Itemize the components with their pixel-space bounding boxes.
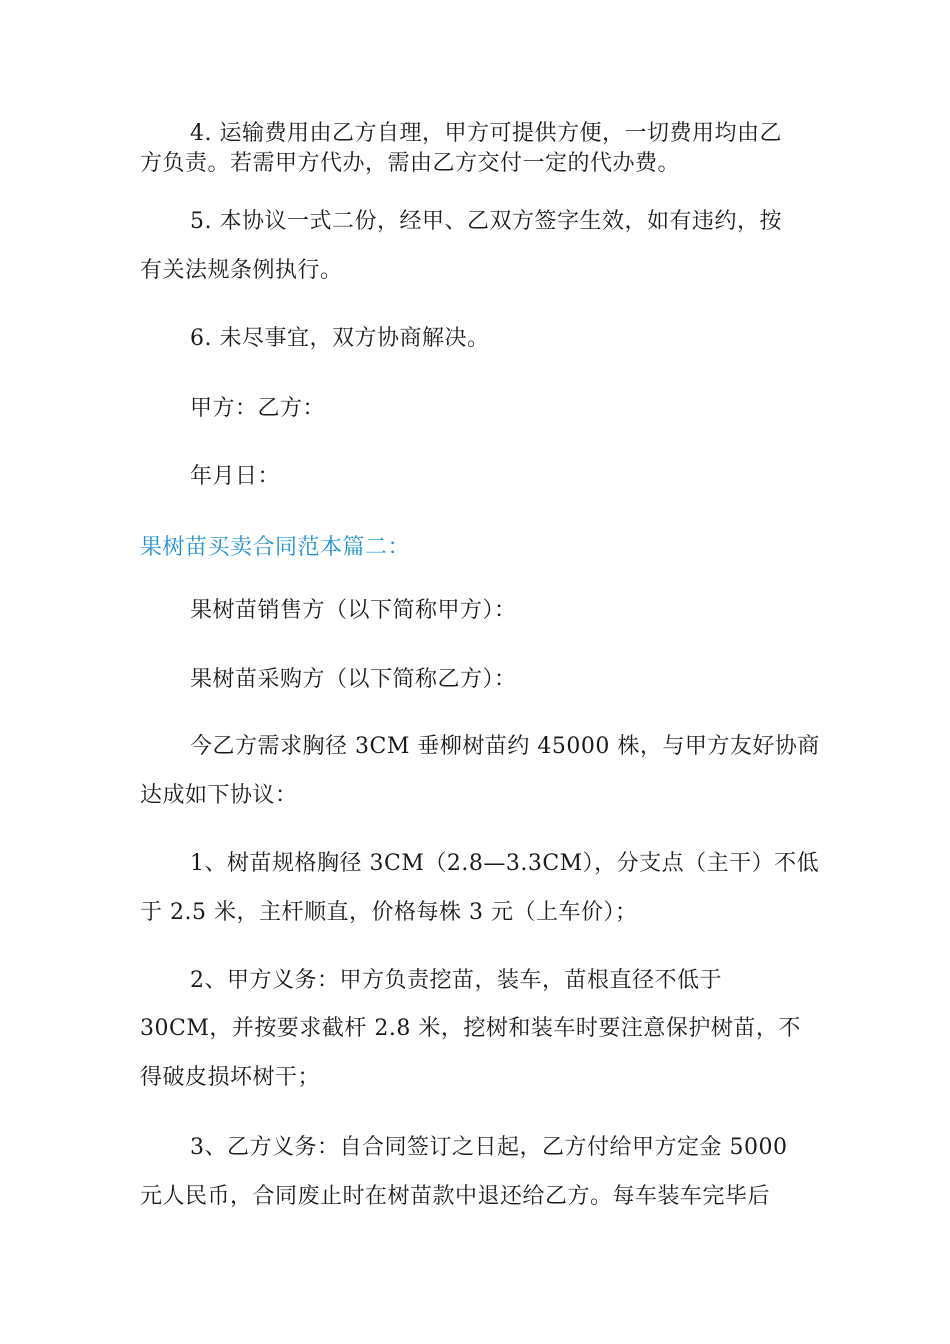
item-3-line-2: 元人民币，合同废止时在树苗款中退还给乙方。每车装车完毕后 — [140, 1184, 771, 1209]
item-3-line-1: 3、乙方义务：自合同签订之日起，乙方付给甲方定金 5000 — [190, 1135, 788, 1160]
intro-line-2: 达成如下协议： — [140, 783, 298, 808]
buyer-line: 果树苗采购方（以下简称乙方）： — [190, 667, 517, 692]
intro-line-1: 今乙方需求胸径 3CM 垂柳树苗约 45000 株，与甲方友好协商 — [190, 734, 820, 759]
clause-5-line-1: 5. 本协议一式二份，经甲、乙双方签字生效，如有违约，按 — [190, 209, 782, 234]
parties-signature-line: 甲方：乙方： — [190, 396, 326, 421]
date-line: 年月日： — [190, 464, 281, 489]
section-heading: 果树苗买卖合同范本篇二： — [140, 535, 411, 560]
item-2-line-1: 2、甲方义务：甲方负责挖苗，装车，苗根直径不低于 — [190, 968, 722, 993]
clause-4-line-1: 4. 运输费用由乙方自理，甲方可提供方便，一切费用均由乙 — [190, 121, 782, 146]
clause-5-line-2: 有关法规条例执行。 — [140, 258, 343, 283]
clause-4-line-2: 方负责。若需甲方代办，需由乙方交付一定的代办费。 — [140, 151, 681, 176]
item-2-line-3: 得破皮损坏树干； — [140, 1065, 321, 1090]
item-1-line-1: 1、树苗规格胸径 3CM（2.8—3.3CM），分支点（主干）不低 — [190, 851, 820, 876]
item-1-line-2: 于 2.5 米，主杆顺直，价格每株 3 元（上车价）； — [140, 900, 638, 925]
seller-line: 果树苗销售方（以下简称甲方）： — [190, 598, 517, 623]
clause-6-line-1: 6. 未尽事宜，双方协商解决。 — [190, 326, 490, 351]
item-2-line-2: 30CM，并按要求截杆 2.8 米，挖树和装车时要注意保护树苗，不 — [140, 1016, 801, 1041]
